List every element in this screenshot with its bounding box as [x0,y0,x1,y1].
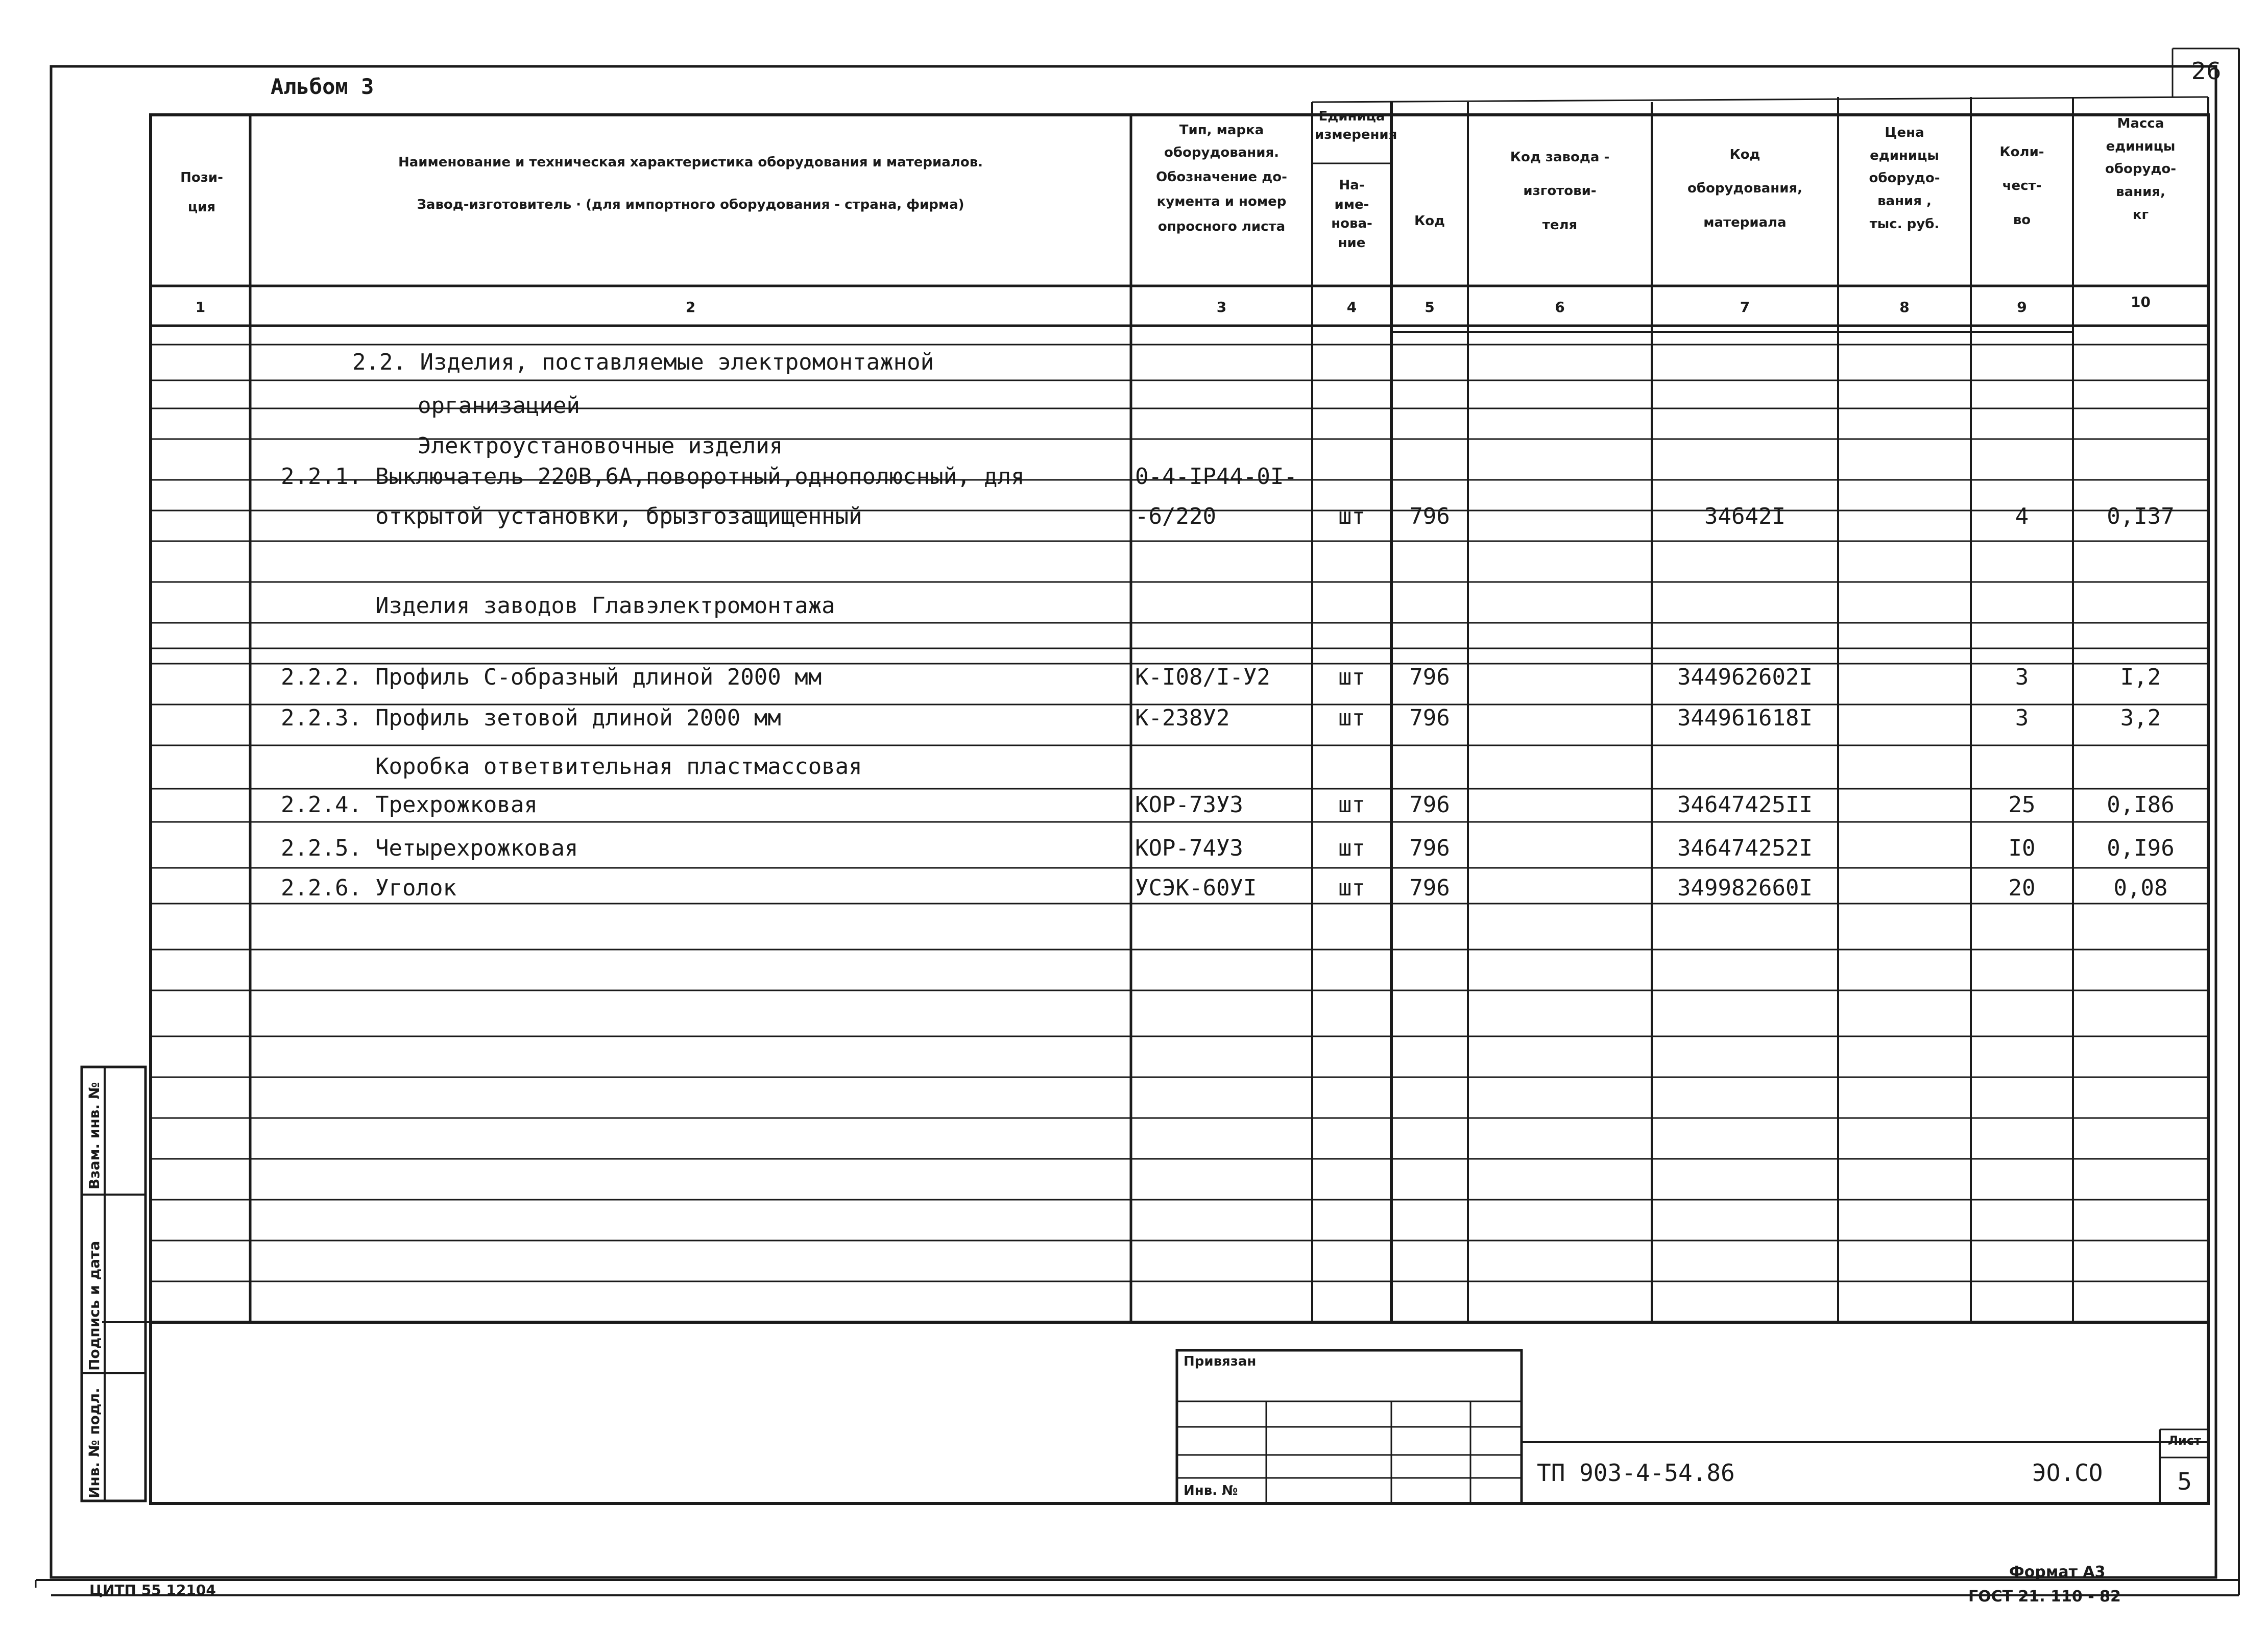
row-position: 2.2.4. [281,792,362,818]
row-equip-code: 34647425II [1677,792,1813,818]
row-position: 2.2.1. [281,464,362,490]
colnum-10: 10 [2131,294,2151,310]
row-qty: I0 [2008,835,2036,861]
row-equip-code: 349982660I [1677,875,1813,901]
row-unit: шт [1338,835,1365,861]
row-mass: 3,2 [2120,705,2161,731]
row-mass: 0,I96 [2107,835,2175,861]
row-equip-code: 344962602I [1677,664,1813,690]
corner-sheet-number: 26 [2191,57,2222,85]
col1-header: Пози- ция [180,170,223,215]
sheet-number: 5 [2177,1468,2192,1495]
row-unit: шт [1338,875,1365,901]
doc-mark: ЭО.СО [2032,1459,2103,1487]
row-name: Электроустановочные изделия [418,433,783,459]
publisher-code: ЦИТП 55 12104 [89,1582,216,1598]
row-name: Уголок [375,875,456,901]
col8-header: Цена единицы оборудо- вания , тыс. руб. [1869,125,1940,232]
row-mass: 0,I37 [2107,503,2175,529]
colnum-3: 3 [1216,299,1227,315]
col2-header: Наименование и техническая характеристика оборудования и материалов. Завод-изготовитель · (для импортного оборудования - страна, фирма) [398,155,983,212]
row-unit: шт [1338,503,1365,529]
row-qty: 25 [2008,792,2036,818]
row-name: Профиль зетовой длиной 2000 мм [375,705,781,731]
row-type: К-I08/I-У2 [1135,664,1270,690]
colnum-7: 7 [1740,299,1750,315]
inv-label: Инв. № [1184,1483,1238,1498]
sheet-label: Лист [2168,1433,2201,1448]
row-position: 2.2.5. [281,835,362,861]
row-qty: 20 [2008,875,2036,901]
side-label-vzam-inv: Взам. инв. № [86,1082,103,1189]
row-position: 2.2.2. [281,664,362,690]
col4-header: На- име- нова- ние [1331,178,1372,251]
row-type: УСЭК-60УI [1135,875,1257,901]
row-qty: 4 [2015,503,2029,529]
col3-header: Тип, марка оборудования. Обозначение до- кумента и номер опросного листа [1156,123,1287,234]
colnum-5: 5 [1425,299,1435,315]
side-label-signature-date: Подпись и дата [86,1241,103,1371]
row-type: К-238У2 [1135,705,1230,731]
row-name: Коробка ответвительная пластмассовая [375,754,862,780]
row-qty: 3 [2015,705,2029,731]
row-unit-code: 796 [1409,835,1450,861]
col9-header: Коли- чест- во [1999,144,2044,228]
row-unit: шт [1338,664,1365,690]
row-equip-code: 34642I [1704,503,1786,529]
colnum-1: 1 [195,299,206,315]
row-unit: шт [1338,705,1365,731]
row-mass: 0,I86 [2107,792,2175,818]
doc-code: ТП 903-4-54.86 [1537,1459,1735,1487]
row-name: Выключатель 220В,6А,поворотный,однополюсный, для [375,464,1025,490]
row-unit-code: 796 [1409,875,1450,901]
gost-label: ГОСТ 21. 110 - 82 [1968,1588,2121,1606]
side-label-inv-podl: Инв. № подл. [86,1388,103,1498]
row-name: Четырехрожковая [375,835,578,861]
row-position: 2.2.3. [281,705,362,731]
row-qty: 3 [2015,664,2029,690]
row-position: 2.2.6. [281,875,362,901]
row-mass: I,2 [2120,664,2161,690]
col10-header: Масса единицы оборудо- вания, кг [2105,116,2177,223]
row-unit: шт [1338,792,1365,818]
format-label: Формат А3 [2009,1563,2106,1581]
col7-header: Код оборудования, материала [1687,147,1803,230]
row-type: КОР-73У3 [1135,792,1243,818]
col5-header: Код [1414,213,1445,229]
colnum-4: 4 [1346,299,1357,315]
row-name: открытой установки, брызгозащищенный [375,503,862,529]
row-mass: 0,08 [2113,875,2168,901]
row-equip-code: 346474252I [1677,835,1813,861]
row-type: КОР-74У3 [1135,835,1243,861]
row-type: 0-4-IP44-0I- [1135,464,1297,490]
colnum-6: 6 [1555,299,1565,315]
row-unit-code: 796 [1409,792,1450,818]
row-type: -6/220 [1135,503,1216,529]
row-equip-code: 344961618I [1677,705,1813,731]
row-name: Профиль С-образный длиной 2000 мм [375,664,822,690]
colnum-2: 2 [685,299,696,315]
col6-header: Код завода - изготови- теля [1510,150,1610,233]
row-unit-code: 796 [1409,664,1450,690]
row-unit-code: 796 [1409,705,1450,731]
colnum-9: 9 [2017,299,2027,315]
row-name: Изделия заводов Главэлектромонтажа [375,593,835,619]
unit-group-header: Единица измерения [1315,109,1397,143]
colnum-8: 8 [1899,299,1910,315]
album-title: Альбом 3 [271,74,374,99]
row-name: организацией [418,393,580,419]
row-unit-code: 796 [1409,503,1450,529]
row-name: Трехрожковая [375,792,538,818]
row-name: 2.2. Изделия, поставляемые электромонтажной [352,349,934,375]
tied-label: Привязан [1184,1354,1257,1369]
